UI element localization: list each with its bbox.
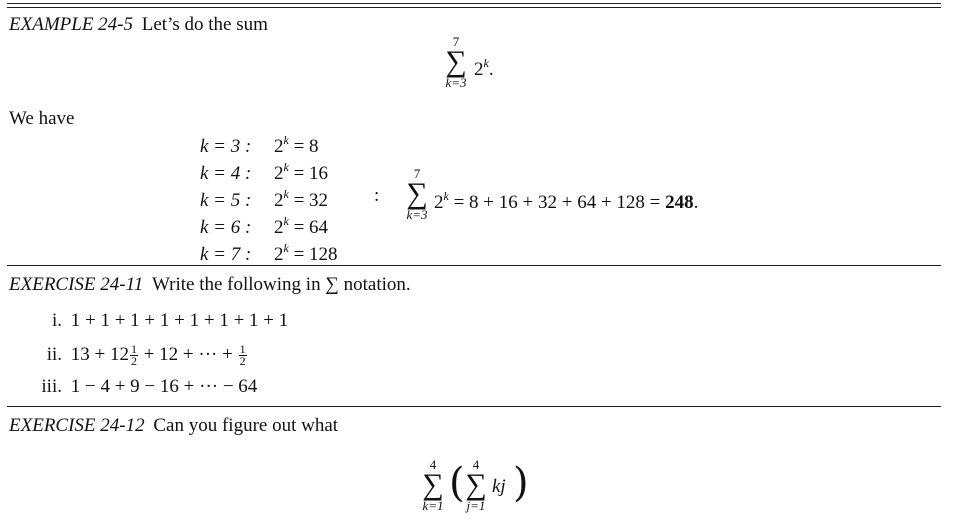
example-intro: Let’s do the sum: [141, 14, 268, 35]
inner-sum-sigma: 4 ∑ j=1: [465, 457, 487, 513]
table-row: k = 3 : 2$^k$ = 8: [200, 133, 319, 157]
exercise12-header: EXERCISE 24-12 Can you figure out what: [9, 415, 339, 436]
result-sum-sigma: 7 ∑ k=3: [406, 166, 428, 222]
section-divider: [7, 406, 941, 407]
example-header: [9, 14, 268, 36]
list-item: iii. 1 − 4 + 9 − 16 + ··· − 64: [41, 376, 258, 397]
inner-term: kj: [492, 476, 506, 497]
sum-lower-limit: k=3: [445, 75, 467, 90]
exercise12-label: EXERCISE 24-12: [9, 415, 145, 436]
outer-sum-sigma: 4 ∑ k=1: [422, 457, 444, 513]
example-sum-sigma: 7 ∑ k=3: [445, 34, 467, 90]
sigma-symbol: ∑: [325, 274, 339, 295]
result-colon: :: [374, 185, 380, 206]
we-have-text: We have: [9, 108, 75, 129]
table-row: k = 4 : 2$^k$ = 16: [200, 160, 329, 184]
list-item: ii. 13 + 12 $\frac{1}{2}$ + 12 + ··· + $\frac{1}{2}$: [46, 342, 246, 369]
table-row: k = 7 : 2$^k$ = 128: [200, 241, 338, 265]
example-label: EXAMPLE 24-5: [9, 14, 134, 35]
result-expression: 2$^k$ = 8 + 16 + 32 + 64 + 128 = 248.: [434, 189, 699, 213]
example-sum-term: 2$^k$.: [474, 56, 494, 80]
table-row: k = 6 : 2$^k$ = 64: [200, 214, 329, 238]
left-paren: (: [449, 460, 465, 506]
exercise11-header: EXERCISE 24-11 Write the following in ∑ notation.: [9, 274, 411, 295]
fraction-half: $\frac{1}{2}$: [239, 342, 246, 369]
result-total: 248: [665, 192, 694, 213]
right-paren: ): [513, 460, 529, 506]
exercise11-label: EXERCISE 24-11: [9, 274, 144, 295]
table-row: k = 5 : 2$^k$ = 32: [200, 187, 329, 211]
top-double-rule: [7, 3, 941, 8]
section-divider: [7, 265, 941, 266]
sum-upper-limit: 7: [452, 34, 460, 49]
fraction-half: $\frac{1}{2}$: [130, 342, 137, 369]
list-item: i. 1 + 1 + 1 + 1 + 1 + 1 + 1 + 1: [51, 310, 289, 331]
